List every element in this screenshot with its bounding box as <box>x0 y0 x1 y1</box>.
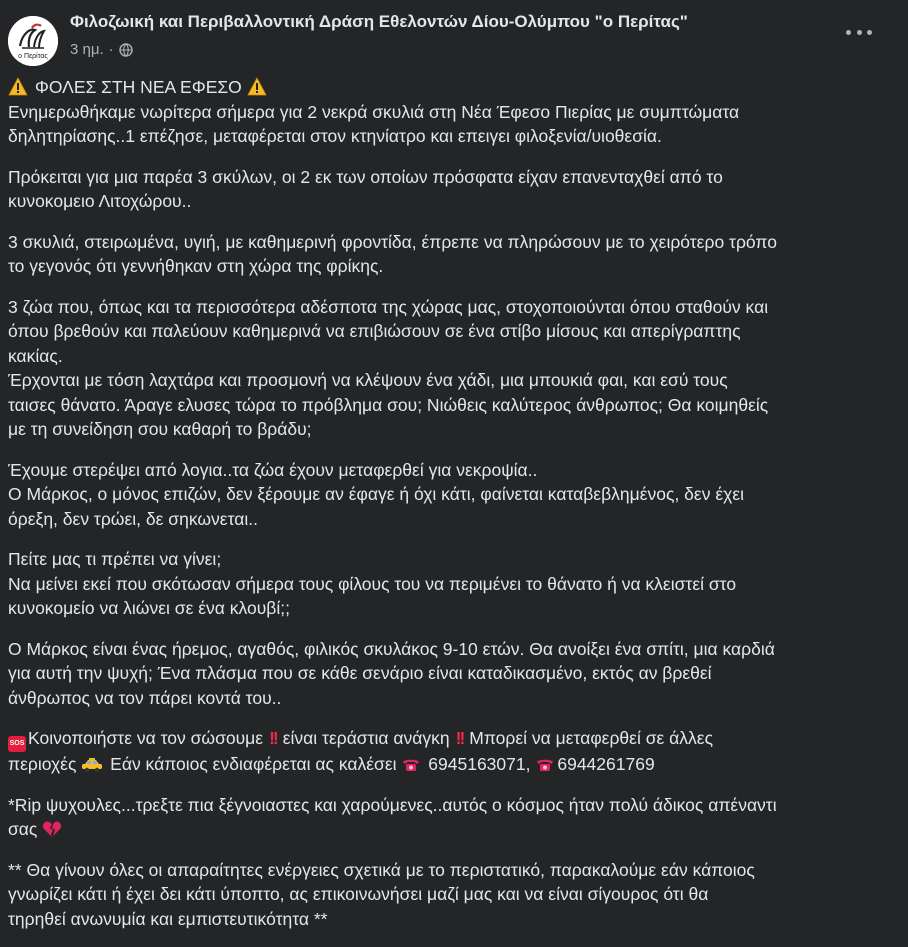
text-line: το γεγονός ότι γεννήθηκαν στη χώρα της φρίκης. <box>8 256 384 276</box>
text-line: ** Θα γίνουν όλες οι απαραίτητες ενέργειες σχετικά με το περιστατικό, παρακαλούμε εάν κάποιος <box>8 859 755 880</box>
warning-icon <box>247 77 267 96</box>
text-line: άνθρωπος να τον πάρει κοντά του.. <box>8 687 282 708</box>
text-line: 3 ζώα που, όπως και τα περισσότερα αδέσποτα της χώρας μας, στοχοποιούνται όπου σταθούν και <box>8 296 769 317</box>
text-line: ταισες θάνατο. Άραγε ελυσες τώρα το πρόβλημα σου; Νιώθεις καλύτερος άνθρωπος; Θα κοιμηθείς <box>8 394 769 415</box>
text-line: κυνοκομείο να λιώνει σε ένα κλουβί;; <box>8 598 290 618</box>
text-segment: σας <box>8 819 38 839</box>
text-segment: Κοινοποιήστε να τον σώσουμε <box>28 728 264 748</box>
more-options-icon[interactable] <box>846 24 872 40</box>
sos-icon: SOS <box>8 736 26 752</box>
text-segment: Μπορεί να μεταφερθεί σε άλλες <box>469 728 714 748</box>
post-paragraph <box>8 165 908 214</box>
phone-number[interactable]: 6944261769 <box>557 754 655 774</box>
text-line: τηρηθεί ανωνυμία και εμπιστευτικότητα ** <box>8 908 328 929</box>
text-line: όπου βρεθούν και παλεύουν καθημερινά να επιβιώσουν σε ένα στίβο μίσους και απερίγραπτης <box>8 321 741 341</box>
post-title: ΦΟΛΕΣ ΣΤΗ ΝΕΑ ΕΦΕΣΟ <box>34 77 242 97</box>
text-line: Ενημερωθήκαμε νωρίτερα σήμερα για 2 νεκρά σκυλιά στη Νέα Έφεσο Πιερίας με συμπτώματα <box>8 101 740 122</box>
text-line-with-icon <box>8 817 908 842</box>
post-paragraph <box>8 547 908 621</box>
post-paragraph <box>8 637 908 711</box>
post-paragraph <box>8 793 908 842</box>
taxi-icon <box>81 757 103 773</box>
text-line: δηλητηρίασης..1 επέζησε, μεταφέρεται στον κτηνίατρο και επειγει φιλοξενία/υιοθεσία. <box>8 126 662 146</box>
text-line: Έρχονται με τόση λαχτάρα και προσμονή να κλέψουν ένα χάδι, μια μπουκιά φαι, και εσύ τους <box>8 370 728 390</box>
phone-number[interactable]: 6945163071, <box>428 754 531 774</box>
post-paragraph <box>8 230 908 279</box>
broken-heart-icon <box>42 820 62 838</box>
text-segment: είναι τεράστια ανάγκη <box>282 728 450 748</box>
text-segment: Εάν κάποιος ενδιαφέρεται ας καλέσει <box>110 754 397 774</box>
post-paragraph <box>8 726 908 777</box>
text-line: Πείτε μας τι πρέπει να γίνει; <box>8 549 222 569</box>
text-line: κυνοκομειο Λιτοχώρου.. <box>8 191 192 211</box>
text-line: κακίας. <box>8 345 63 366</box>
text-line: Ο Μάρκος, ο μόνος επιζών, δεν ξέρουμε αν έφαγε ή όχι κάτι, φαίνεται καταβεβλημένος, δεν έχει <box>8 484 745 504</box>
globe-icon[interactable] <box>119 43 133 57</box>
post-paragraph <box>8 858 908 932</box>
text-line: 3 σκυλιά, στειρωμένα, υγιή, με καθημερινή φροντίδα, έπρεπε να πληρώσουν με το χειρότερο τρόπο <box>8 231 777 252</box>
page-name[interactable]: Φιλοζωική και Περιβαλλοντική Δράση Εθελοντών Δίου-Ολύμπου "ο Περίτας" <box>70 12 688 31</box>
text-segment: περιοχές <box>8 754 77 774</box>
text-line: με τη συνείδηση σου καθαρή το βράδυ; <box>8 419 312 439</box>
text-line: Έχουμε στερέψει από λογια..τα ζώα έχουν μεταφερθεί για νεκροψία.. <box>8 459 538 480</box>
post-body <box>8 75 908 947</box>
double-exclamation-icon: !! <box>269 728 277 748</box>
text-line: όρεξη, δεν τρώει, δε σηκωνεται.. <box>8 508 258 529</box>
page-avatar[interactable] <box>8 16 58 66</box>
text-line: Πρόκειται για μια παρέα 3 σκύλων, οι 2 εκ των οποίων πρόσφατα είχαν επανενταχθεί από το <box>8 166 723 187</box>
post-paragraph <box>8 75 908 149</box>
meta-separator: · <box>108 41 114 58</box>
post-meta <box>70 41 133 58</box>
peritas-logo <box>8 16 58 66</box>
post-title-line <box>8 75 908 100</box>
warning-icon <box>8 77 28 96</box>
text-line: για αυτή την ψυχή; Ένα πλάσμα που σε κάθε σενάριο είναι καταδικασμένο, εκτός αν βρεθεί <box>8 663 712 683</box>
telephone-icon <box>535 757 555 773</box>
share-line <box>8 752 908 777</box>
share-line <box>8 726 908 752</box>
post-paragraph <box>8 458 908 532</box>
double-exclamation-icon: !! <box>455 728 464 748</box>
logo-text: ο Περίτας <box>18 53 48 60</box>
post-paragraph <box>8 295 908 442</box>
timestamp[interactable]: 3 ημ. <box>70 41 104 58</box>
telephone-icon <box>401 757 421 773</box>
text-line: Ο Μάρκος είναι ένας ήρεμος, αγαθός, φιλικός σκυλάκος 9-10 ετών. Θα ανοίξει ένα σπίτι, μια καρδιά <box>8 638 775 659</box>
post-header <box>0 0 880 74</box>
text-line: Να μείνει εκεί που σκότωσαν σήμερα τους φίλους του να περιμένει το θάνατο ή να κλειστεί στο <box>8 573 737 594</box>
text-line: *Rip ψυχουλες...τρεξτε πια ξέγνοιαστες και χαρούμενες..αυτός ο κόσμος ήταν πολύ άδικος απέναντι <box>8 794 777 815</box>
text-line: γνωρίζει κάτι ή έχει δει κάτι ύποπτο, ας επικοινωνήσει μαζί μας και να είναι σίγουρος ότι θα <box>8 884 709 904</box>
